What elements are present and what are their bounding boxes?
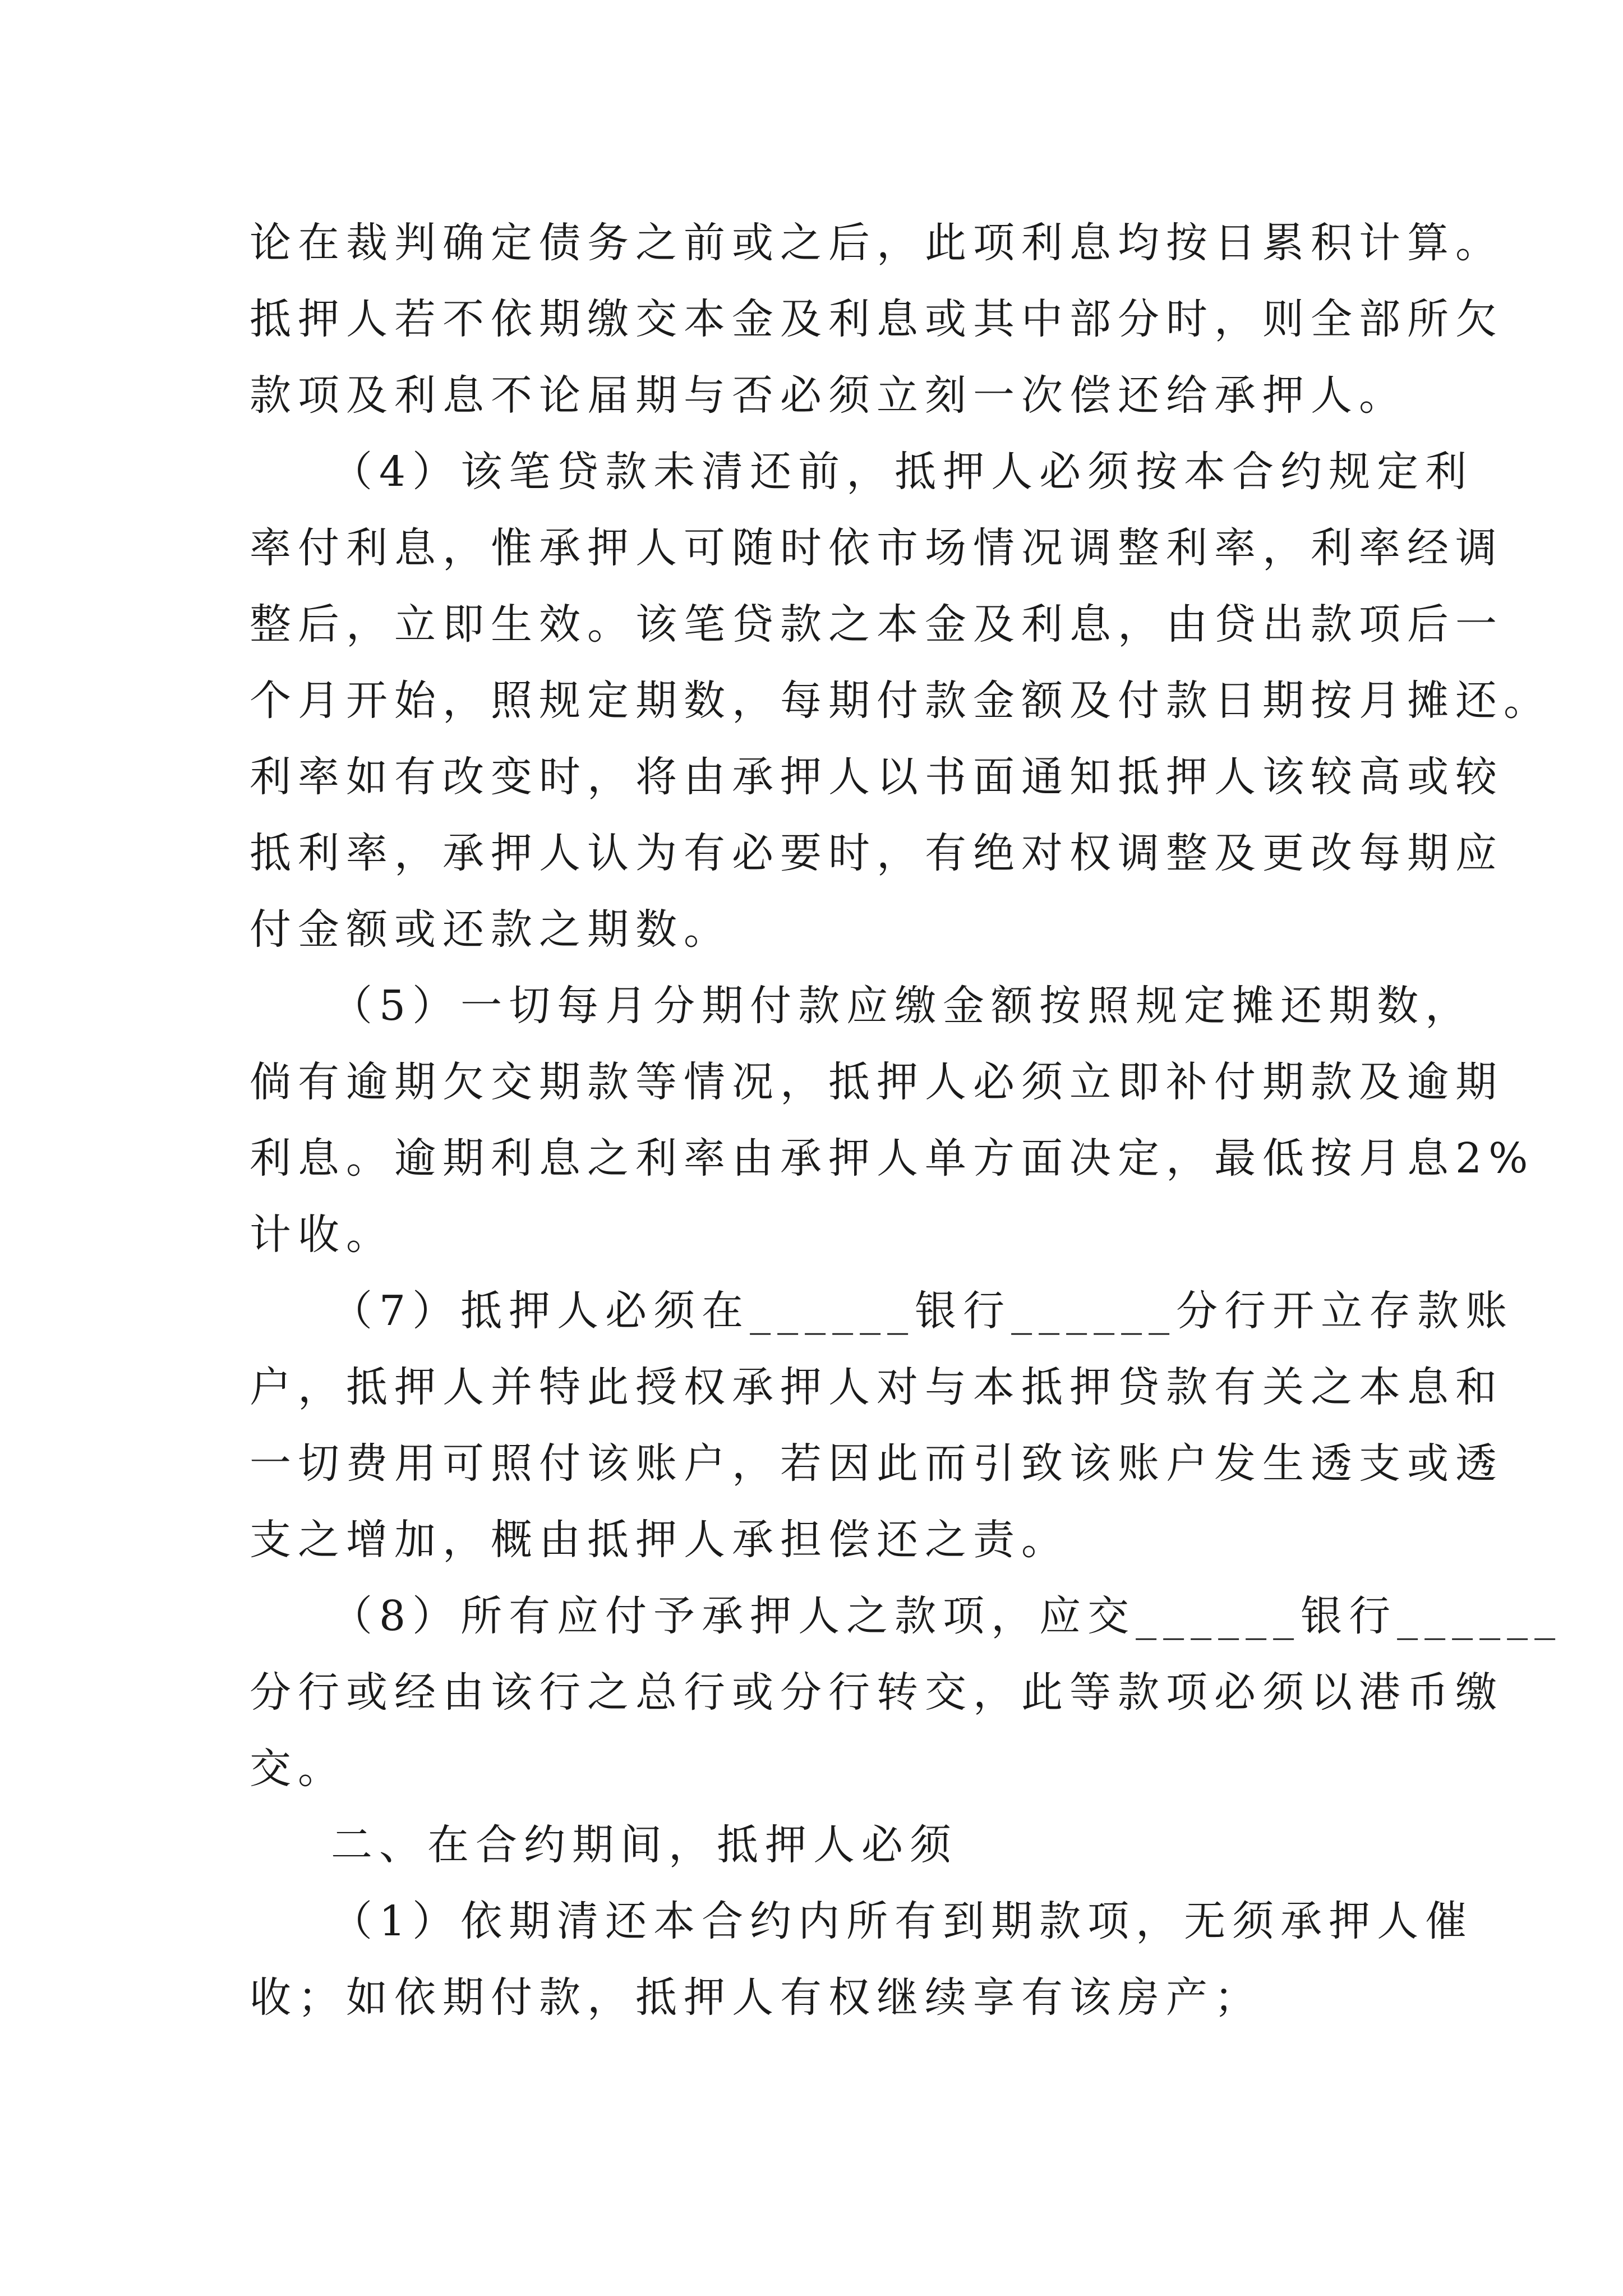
text-line-21: 交。: [250, 1745, 346, 1793]
text-line-23: （1）依期清还本合约内所有到期款项，无须承押人催: [331, 1897, 1474, 1945]
text-line-10: 付金额或还款之期数。: [250, 905, 732, 954]
text-line-17: 一切费用可照付该账户，若因此而引致该账户发生透支或透: [250, 1439, 1504, 1488]
text-line-3: 款项及利息不论届期与否必须立刻一次偿还给承押人。: [250, 371, 1407, 420]
text-line-9: 抵利率，承押人认为有必要时，有绝对权调整及更改每期应: [250, 829, 1504, 877]
text-line-1: 论在裁判确定债务之前或之后，此项利息均按日累积计算。: [250, 219, 1504, 267]
text-line-12: 倘有逾期欠交期款等情况，抵押人必须立即补付期款及逾期: [250, 1058, 1504, 1106]
text-line-19: （8）所有应付予承押人之款项，应交______银行______: [331, 1592, 1562, 1640]
text-line-24: 收；如依期付款，抵押人有权继续享有该房产；: [250, 1973, 1262, 2022]
text-line-14: 计收。: [250, 1211, 394, 1259]
text-line-18: 支之增加，概由抵押人承担偿还之责。: [250, 1516, 1069, 1564]
text-line-6: 整后，立即生效。该笔贷款之本金及利息，由贷出款项后一: [250, 600, 1504, 648]
text-line-22: 二、在合约期间，抵押人必须: [331, 1821, 958, 1869]
text-line-5: 率付利息，惟承押人可随时依市场情况调整利率，利率经调: [250, 524, 1504, 572]
text-line-20: 分行或经由该行之总行或分行转交，此等款项必须以港币缴: [250, 1668, 1504, 1717]
text-line-15: （7）抵押人必须在______银行______分行开立存款账: [331, 1287, 1514, 1335]
text-line-7: 个月开始，照规定期数，每期付款金额及付款日期按月摊还。: [250, 677, 1552, 725]
text-line-13: 利息。逾期利息之利率由承押人单方面决定，最低按月息2%: [250, 1134, 1535, 1182]
text-line-2: 抵押人若不依期缴交本金及利息或其中部分时，则全部所欠: [250, 295, 1504, 343]
text-line-4: （4）该笔贷款未清还前，抵押人必须按本合约规定利: [331, 448, 1474, 496]
text-line-16: 户，抵押人并特此授权承押人对与本抵押贷款有关之本息和: [250, 1363, 1504, 1411]
text-line-8: 利率如有改变时，将由承押人以书面通知抵押人该较高或较: [250, 753, 1504, 801]
text-line-11: （5）一切每月分期付款应缴金额按照规定摊还期数，: [331, 982, 1474, 1030]
